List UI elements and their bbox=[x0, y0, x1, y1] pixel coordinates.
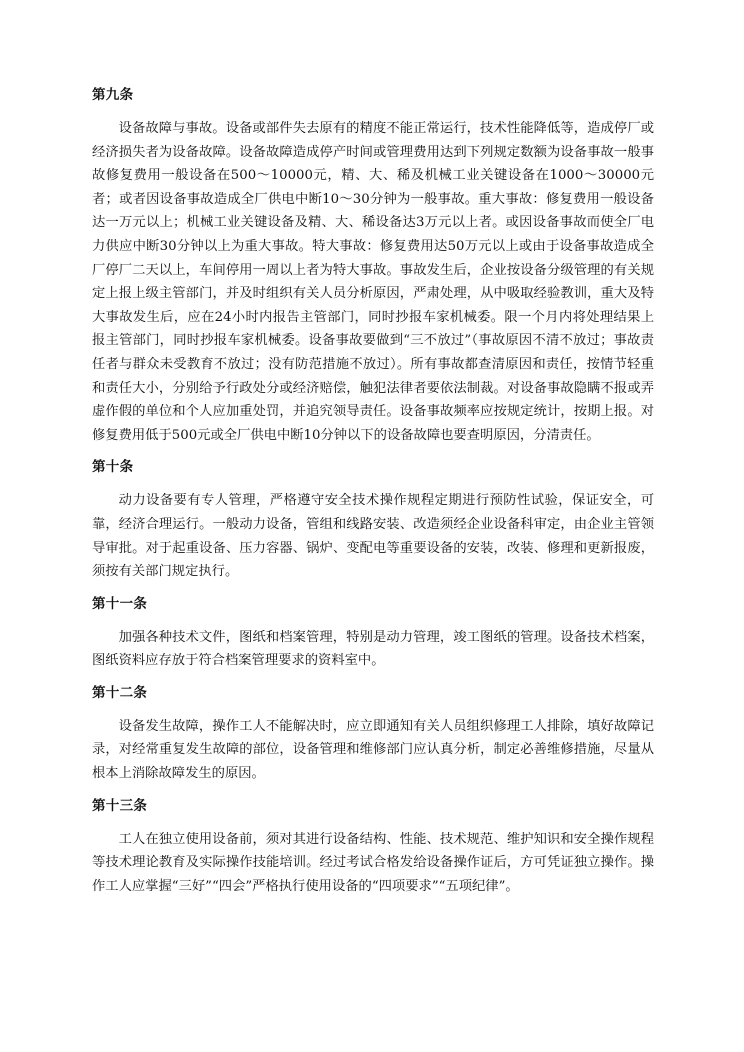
section-heading: 第九条 bbox=[92, 87, 134, 103]
section-article-13 bbox=[92, 796, 654, 899]
section-article-12 bbox=[92, 683, 654, 786]
document-page bbox=[92, 85, 654, 908]
section-heading: 第十一条 bbox=[92, 595, 148, 612]
section-heading: 第十二条 bbox=[92, 684, 148, 701]
section-body: 设备故障与事故。设备或部件失去原有的精度不能正常运行，技术性能降低等，造成停厂或经济损失者为设备故障。设备故障造成停产时间或管理费用达到下列规定数额为设备事故一般事故修复费用一般设备在500～10000元，精、大、稀及机械工业关键设备在1000～30000元者；或者因设备事故造成全厂供电中断10～30分钟为一般事故。重大事故：修复费用一般设备达一万元以上；机械工业关键设备及精、大、稀设备达3万元以上者。或因设备事故而使全厂电力供应中断30分钟以上为重大事故。特大事故：修复费用达50万元以上或由于设备事故造成全厂停厂二天以上，车间停用一周以上者为特大事故。事故发生后，企业按设备分级管理的有关规定上报上级主管部门，并及时组织有关人员分析原因，严肃处理，从中吸取经验教训，重大及特大事故发生后，应在24小时内报告主管部门，同时抄报车家机械委。限一个月内将处理结果上报主管部门，同时抄报车家机械委。设备事故要做到“三不放过”（事故原因不清不放过；事故责任者与群众未受教育不放过；没有防范措施不放过）。所有事故都查清原因和责任，按情节轻重和责任大小，分别给予行政处分或经济赔偿，触犯法律者要依法制裁。对设备事故隐瞒不报或弄虚作假的单位和个人应加重处罚，并追究领导责任。设备事故频率应按规定统计，按期上报。对修复费用低于500元或全厂供电中断10分钟以下的设备故障也要查明原因，分清责任。 bbox=[92, 121, 654, 443]
section-heading: 第十条 bbox=[92, 459, 134, 476]
section-body: 动力设备要有专人管理，严格遵守安全技术操作规程定期进行预防性试验，保证安全，可靠，经济合理运行。一般动力设备，管组和线路安装、改造须经企业设备科审定，由企业主管领导审批。对于起重设备、压力容器、锅炉、变配电等重要设备的安装，改装、修理和更新报废，须按有关部门规定执行。 bbox=[92, 493, 654, 580]
section-article-11 bbox=[92, 594, 654, 673]
section-heading: 第十三条 bbox=[92, 797, 148, 814]
section-article-10 bbox=[92, 457, 654, 583]
section-article-9 bbox=[92, 85, 654, 447]
section-body: 工人在独立使用设备前，须对其进行设备结构、性能、技术规范、维护知识和安全操作规程等技术理论教育及实际操作技能培训。经过考试合格发给设备操作证后，方可凭证独立操作。操作工人应掌握“三好”“四会”严格执行使用设备的“四项要求”“五项纪律”。 bbox=[92, 831, 654, 894]
section-body: 设备发生故障，操作工人不能解决时，应立即通知有关人员组织修理工人排除，填好故障记录，对经常重复发生故障的部位，设备管理和维修部门应认真分析，制定必善维修措施，尽量从根本上消除故障发生的原因。 bbox=[92, 718, 654, 782]
section-body: 加强各种技术文件，图纸和档案管理，特别是动力管理，竣工图纸的管理。设备技术档案，图纸资料应存放于符合档案管理要求的资料室中。 bbox=[92, 629, 654, 669]
